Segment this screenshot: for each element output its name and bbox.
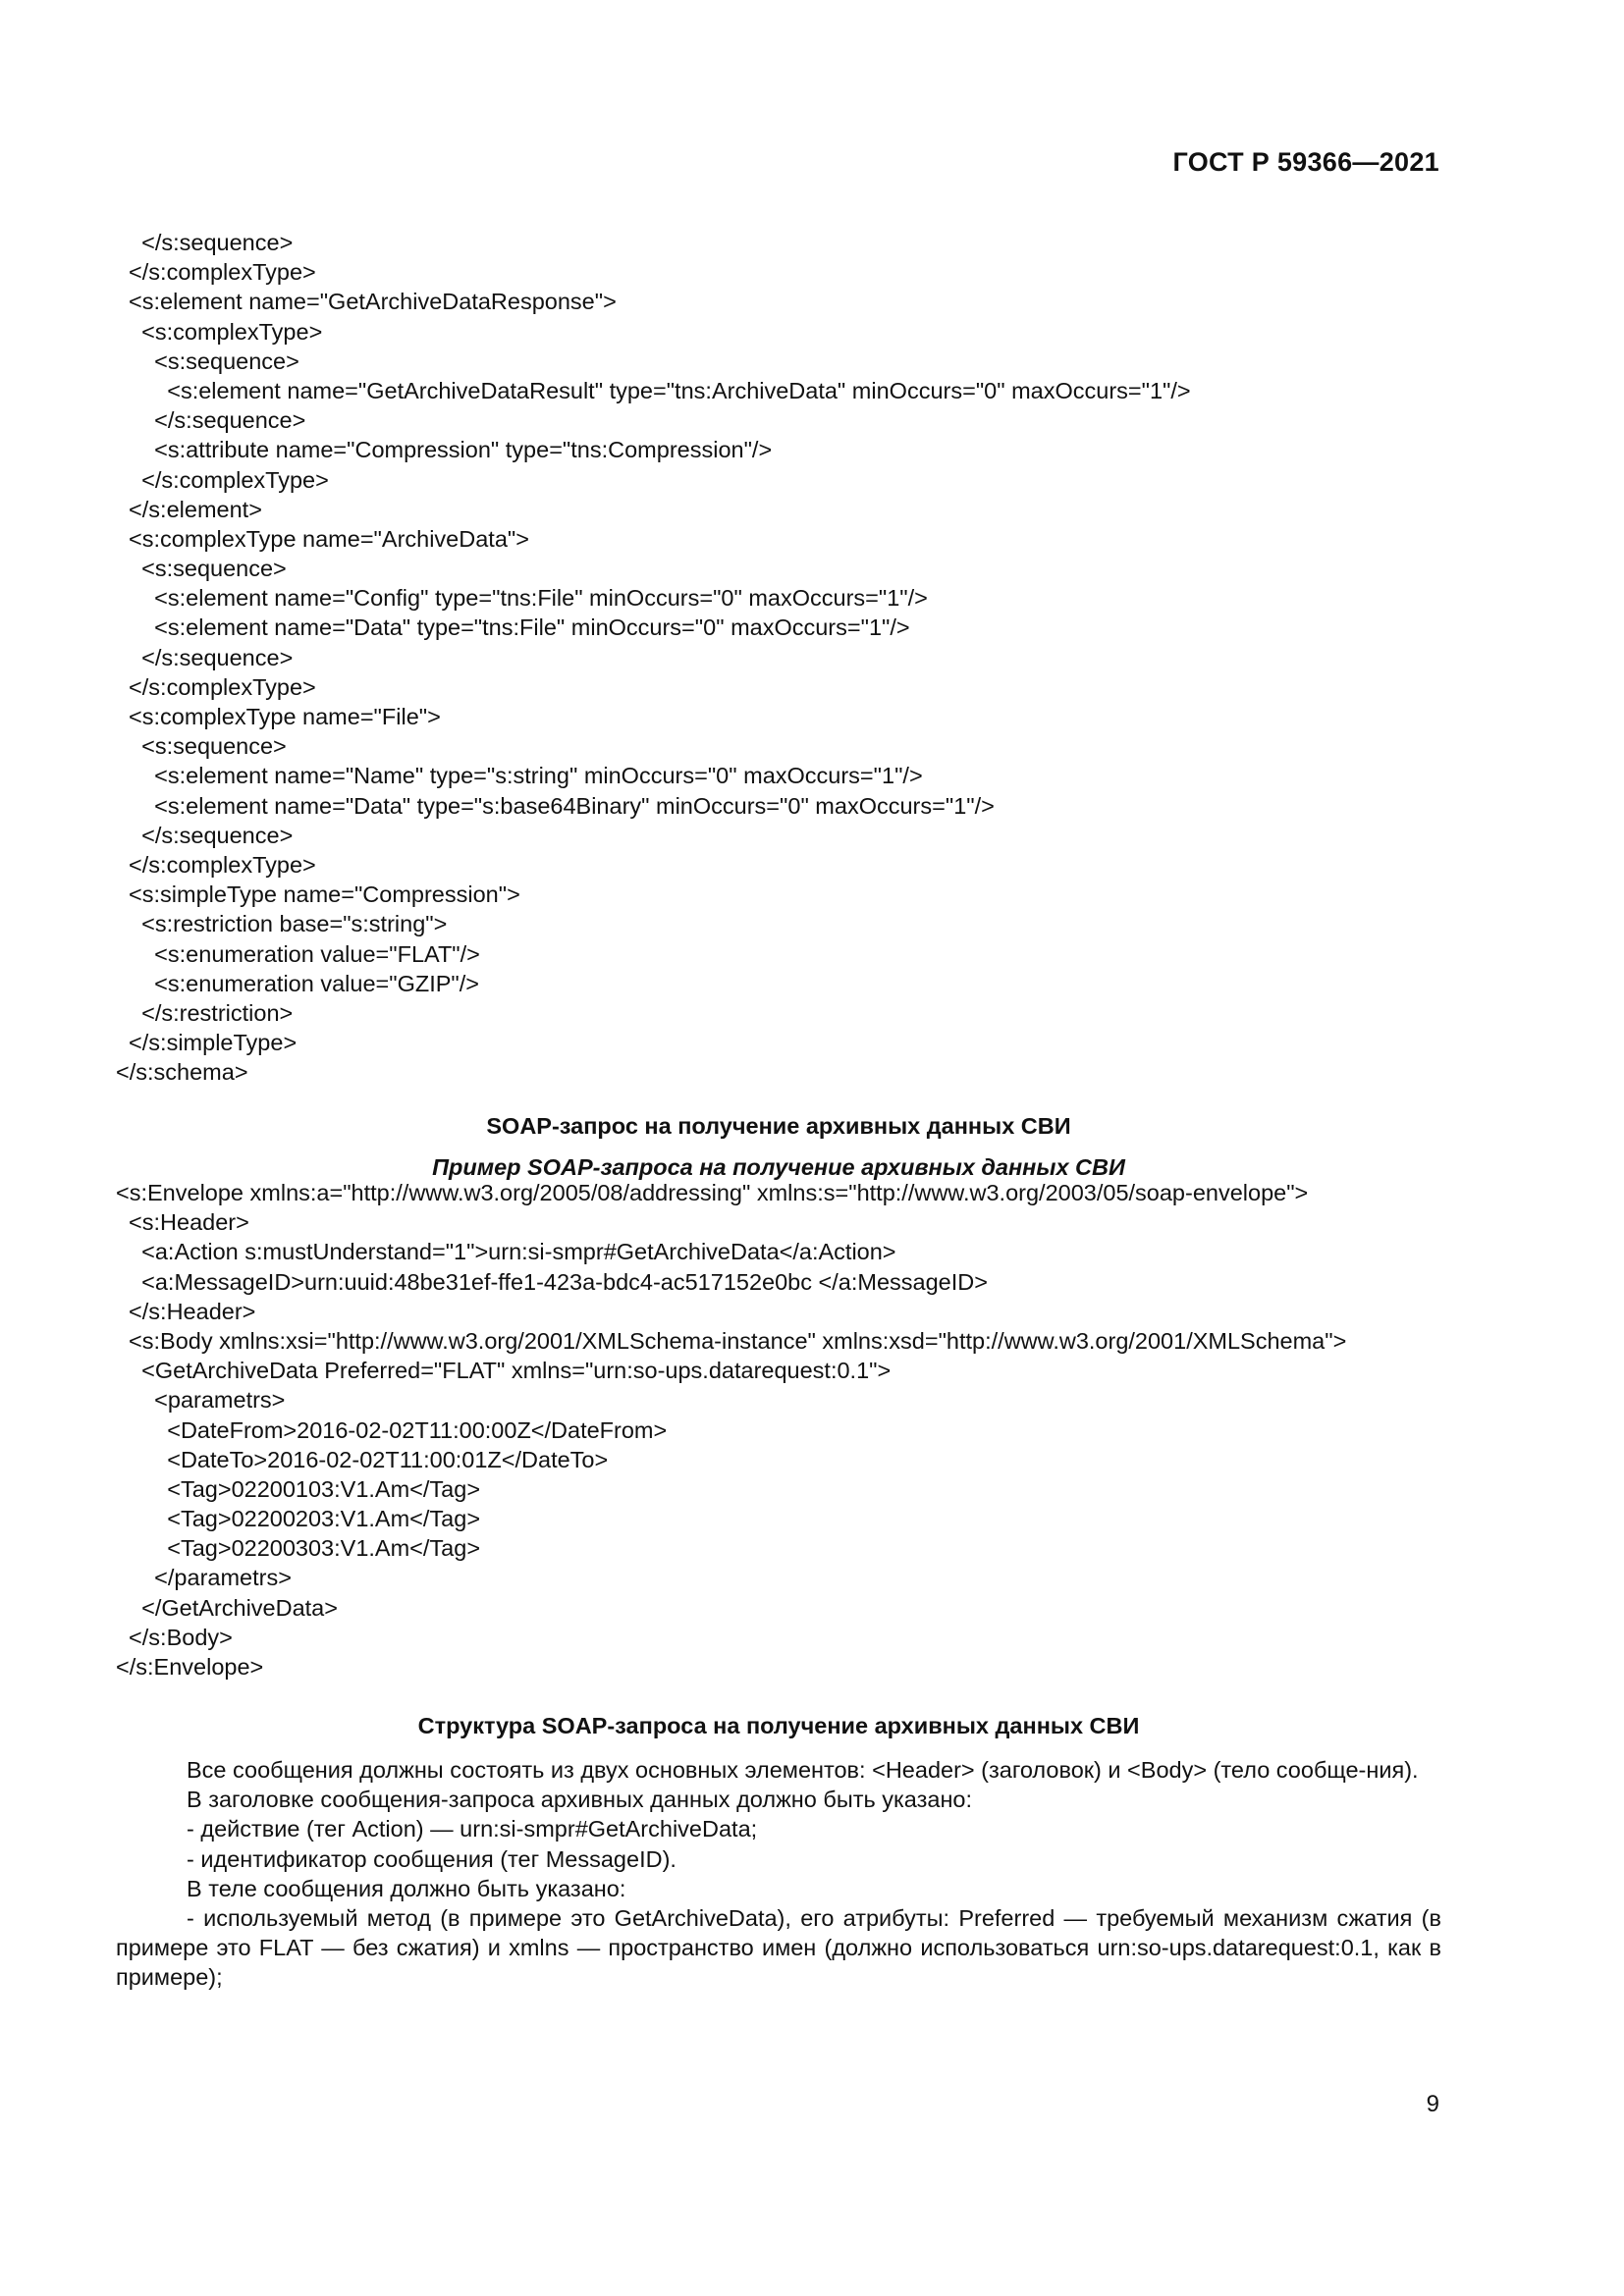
code-line: </s:complexType>: [116, 466, 329, 493]
code-line: <s:restriction base="s:string">: [116, 911, 448, 937]
code-line: <s:element name="Data" type="s:base64Binary" minOccurs="0" maxOccurs="1"/>: [116, 792, 995, 819]
schema-code-block: [116, 228, 1191, 1087]
paragraph: В теле сообщения должно быть указано:: [187, 1875, 626, 1901]
code-line: </s:sequence>: [116, 644, 294, 670]
code-line: </s:sequence>: [116, 407, 306, 434]
code-line: </parametrs>: [116, 1565, 292, 1591]
code-line: <s:complexType name="File">: [116, 704, 441, 729]
code-line: </s:schema>: [116, 1059, 248, 1086]
paragraph: - действие (тег Action) — urn:si-smpr#GetArchiveData;: [187, 1816, 758, 1842]
code-line: <s:complexType name="ArchiveData">: [116, 525, 529, 552]
code-line: <Tag>02200303:V1.Am</Tag>: [116, 1535, 481, 1562]
code-line: <DateTo>2016-02-02T11:00:01Z</DateTo>: [116, 1446, 609, 1472]
paragraph: - идентификатор сообщения (тег MessageID).: [187, 1845, 677, 1872]
code-line: <s:element name="Name" type="s:string" minOccurs="0" maxOccurs="1"/>: [116, 763, 923, 789]
code-line: <s:Envelope xmlns:a="http://www.w3.org/2005/08/addressing" xmlns:s="http://www.w3.org/2003/05/soap-envelope">: [116, 1180, 1309, 1205]
code-line: <s:element name="Data" type="tns:File" minOccurs="0" maxOccurs="1"/>: [116, 614, 910, 641]
code-line: </s:complexType>: [116, 673, 316, 700]
code-line: </s:sequence>: [116, 230, 294, 255]
code-line: <s:enumeration value="FLAT"/>: [116, 940, 480, 967]
code-line: <s:Header>: [116, 1209, 249, 1236]
page-number: 9: [1426, 2091, 1439, 2117]
code-line: <DateFrom>2016-02-02T11:00:00Z</DateFrom>: [116, 1416, 668, 1443]
code-line: <s:element name="Config" type="tns:File" minOccurs="0" maxOccurs="1"/>: [116, 585, 928, 612]
code-line: </GetArchiveData>: [116, 1594, 338, 1621]
code-line: <s:element name="GetArchiveDataResponse">: [116, 289, 617, 315]
soap-code-block: [116, 1178, 1346, 1682]
code-line: <a:MessageID>urn:uuid:48be31ef-ffe1-423a-bdc4-ac517152e0bc </a:MessageID>: [116, 1268, 988, 1295]
code-line: </s:simpleType>: [116, 1030, 298, 1056]
example-heading: Пример SOAP-запроса на получение архивных данных СВИ: [432, 1154, 1125, 1180]
code-line: </s:Header>: [116, 1298, 256, 1324]
code-line: <s:enumeration value="GZIP"/>: [116, 970, 480, 996]
paragraph: Все сообщения должны состоять из двух основных элементов: <Header> (заголовок) и <Body> (тело сообще-ния).: [187, 1757, 1419, 1783]
code-line: </s:complexType>: [116, 259, 316, 286]
code-line: <s:sequence>: [116, 733, 287, 760]
code-line: </s:complexType>: [116, 851, 316, 878]
code-line: <s:sequence>: [116, 556, 287, 582]
code-line: <GetArchiveData Preferred="FLAT" xmlns="urn:so-ups.datarequest:0.1">: [116, 1358, 892, 1384]
section-heading-structure: Структура SOAP-запроса на получение архивных данных СВИ: [417, 1713, 1140, 1738]
code-line: <a:Action s:mustUnderstand="1">urn:si-smpr#GetArchiveData</a:Action>: [116, 1239, 896, 1265]
paragraph: - используемый метод (в примере это GetArchiveData), его атрибуты: Preferred — требуемый механизм сжатия (в примере это FLAT — без сжатия) и xmlns — пространство имен (должно использоваться urn:so-ups.datarequest:0.1, как в примере);: [116, 1905, 1441, 1991]
code-line: <s:attribute name="Compression" type="tns:Compression"/>: [116, 437, 773, 463]
code-line: </s:restriction>: [116, 999, 294, 1026]
document-id-header: ГОСТ Р 59366—2021: [1172, 147, 1439, 177]
section-heading-soap-request: SOAP-запрос на получение архивных данных СВИ: [486, 1113, 1071, 1139]
code-line: <Tag>02200203:V1.Am</Tag>: [116, 1506, 481, 1532]
paragraph: В заголовке сообщения-запроса архивных данных должно быть указано:: [187, 1787, 973, 1813]
code-line: </s:element>: [116, 496, 262, 522]
code-line: </s:sequence>: [116, 822, 294, 848]
code-line: <Tag>02200103:V1.Am</Tag>: [116, 1475, 481, 1502]
code-line: </s:Envelope>: [116, 1654, 264, 1680]
code-line: </s:Body>: [116, 1624, 233, 1650]
code-line: <parametrs>: [116, 1387, 286, 1414]
code-line: <s:sequence>: [116, 347, 299, 374]
code-line: <s:complexType>: [116, 318, 323, 345]
code-line: <s:element name="GetArchiveDataResult" type="tns:ArchiveData" minOccurs="0" maxOccurs="1"/>: [116, 377, 1191, 403]
code-line: <s:simpleType name="Compression">: [116, 881, 520, 908]
code-line: <s:Body xmlns:xsi="http://www.w3.org/2001/XMLSchema-instance" xmlns:xsd="http://www.w3.org/2001/XMLSchema">: [116, 1327, 1347, 1354]
body-text: [116, 1755, 1441, 1993]
